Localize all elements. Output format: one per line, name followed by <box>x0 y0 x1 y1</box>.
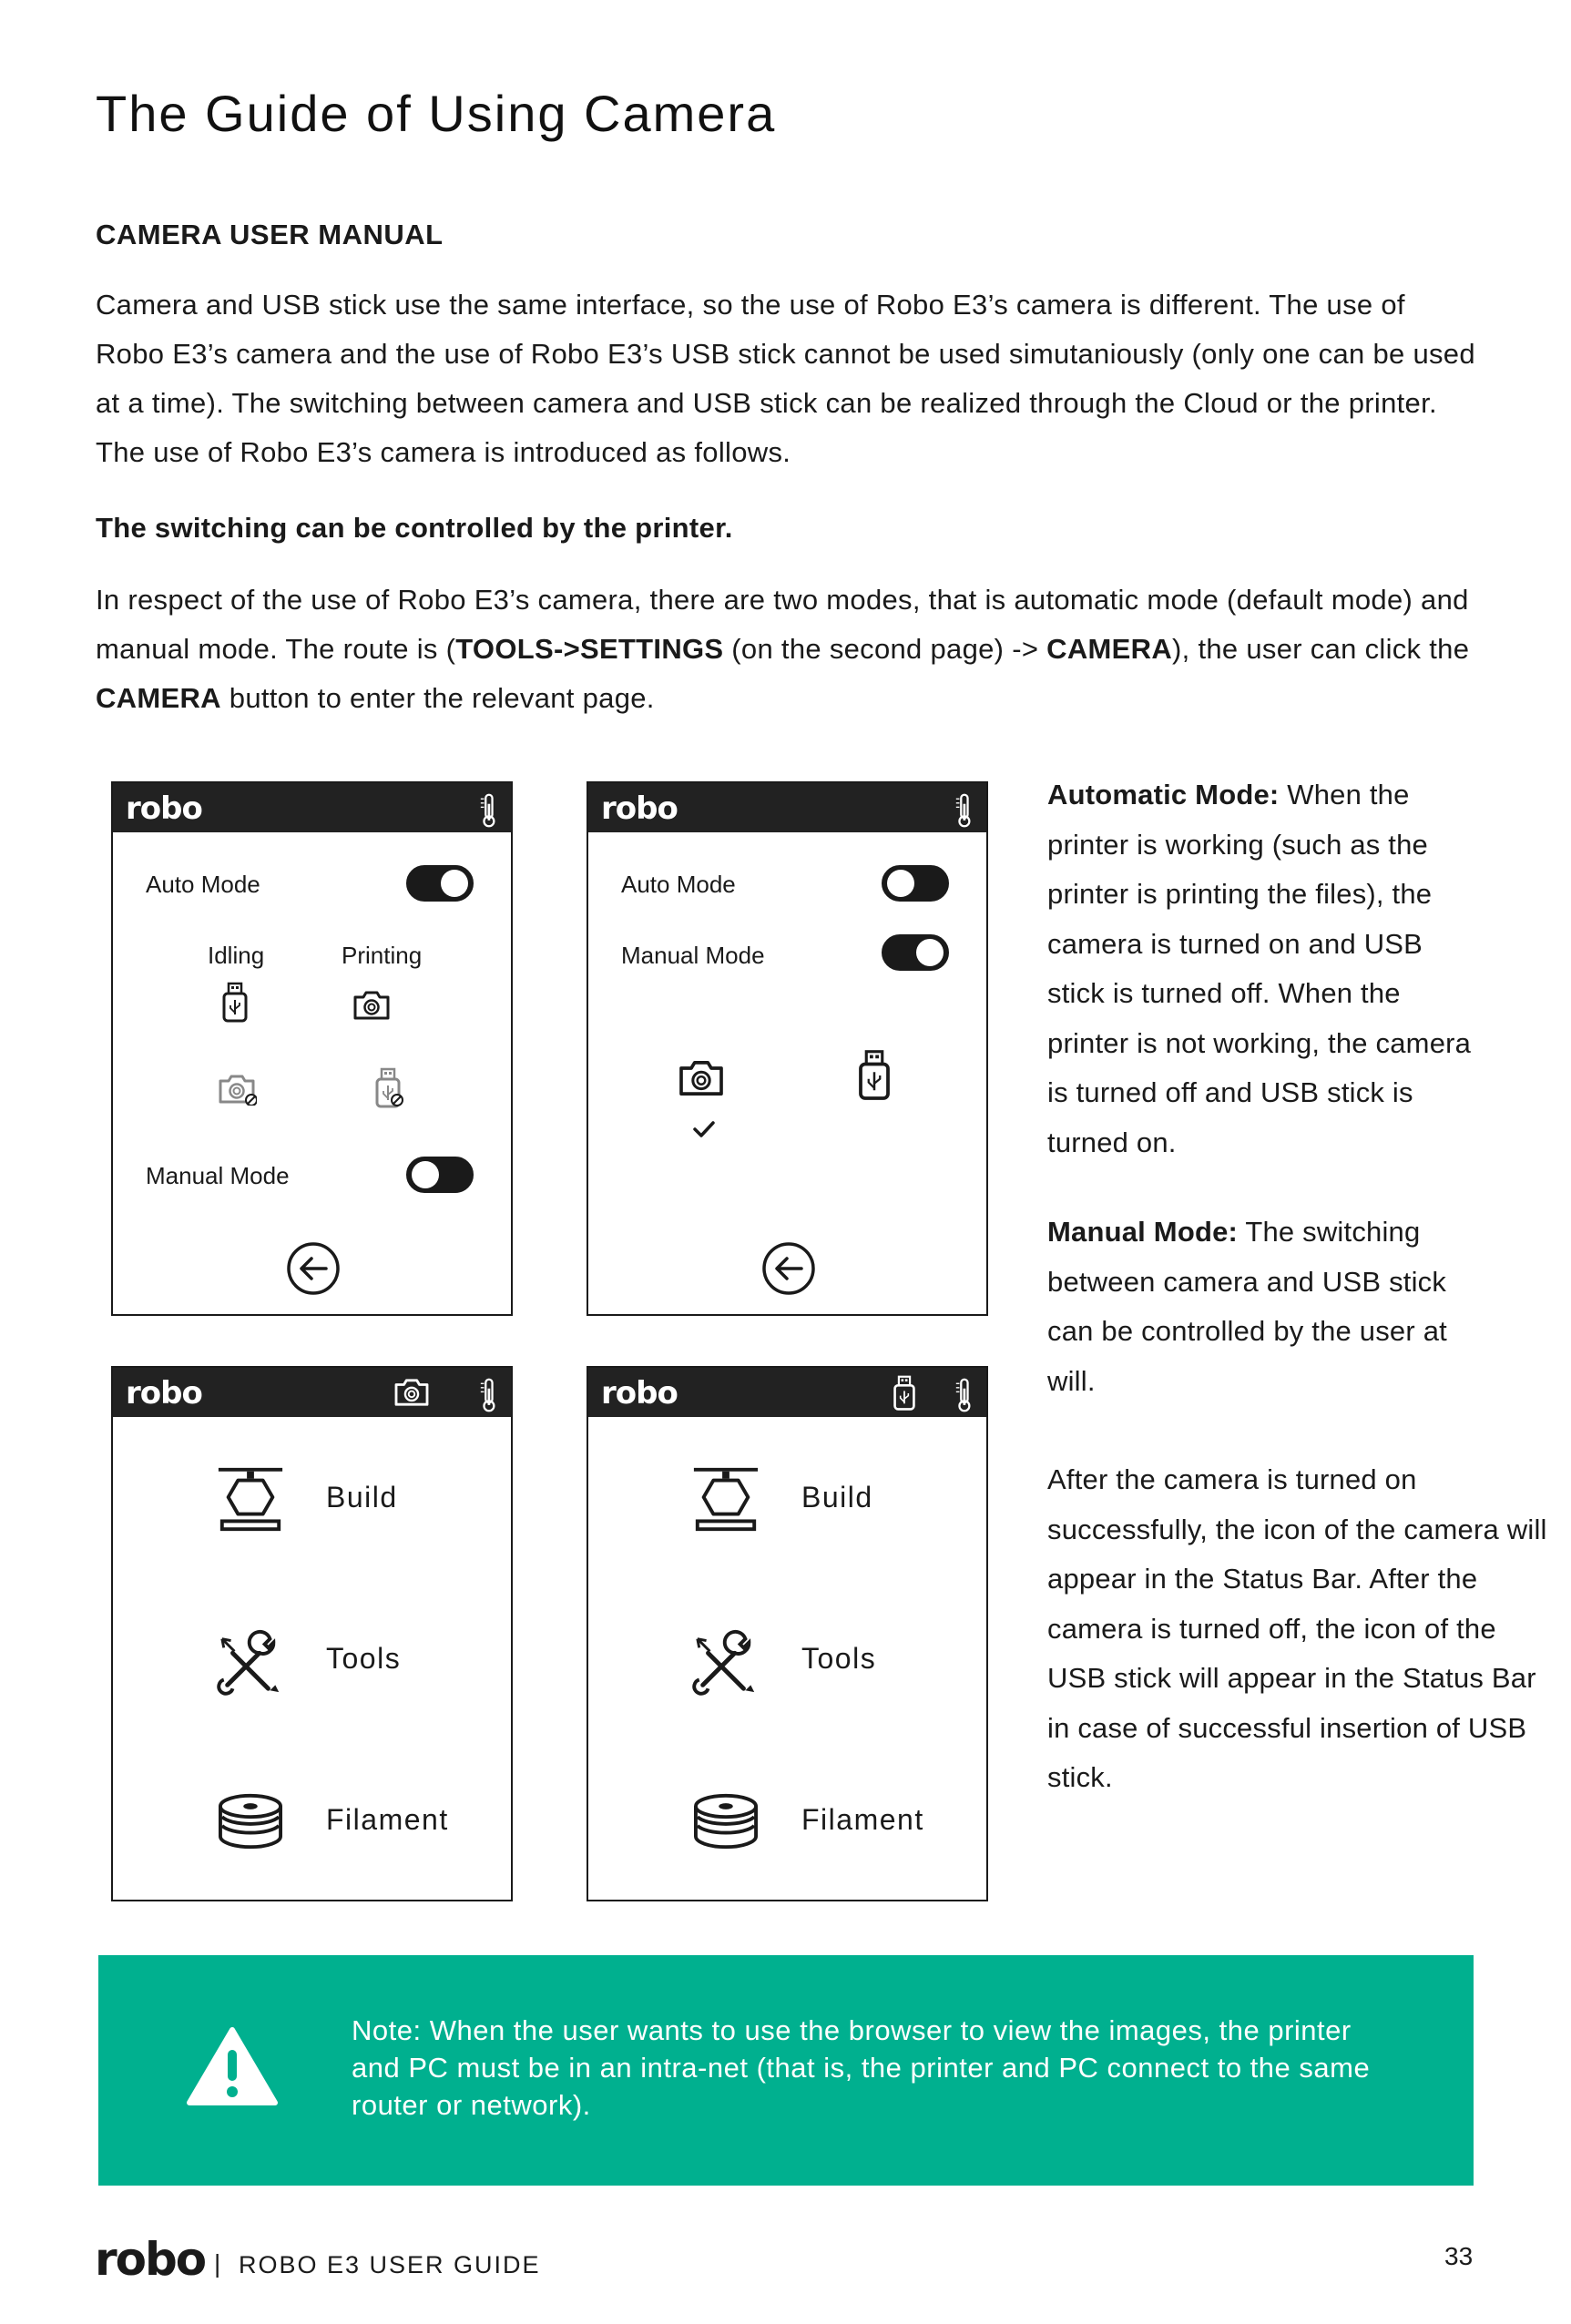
auto-mode-label: Auto Mode <box>621 871 736 898</box>
status-bar-description: After the camera is turned on successfully, the icon of the camera will appear in the Status Bar. After the camera is turned off, the icon of the USB stick will appear in the Status Bar in case of successful insertion of USB stick. <box>1047 1463 1547 1793</box>
auto-mode-label: Auto Mode <box>146 871 260 898</box>
usb-stick-icon <box>220 982 250 1024</box>
camera-icon <box>393 1377 431 1408</box>
manual-mode-title: Manual Mode: <box>1047 1216 1239 1248</box>
toggle-knob <box>412 1161 439 1188</box>
note-box <box>98 1955 1474 2186</box>
filament-icon[interactable] <box>215 1790 286 1854</box>
usb-disabled-icon <box>370 1067 406 1109</box>
status-bar <box>588 783 986 832</box>
usb-stick-icon <box>892 1375 917 1412</box>
camera-icon <box>352 989 392 1022</box>
robo-logo: robo <box>601 790 678 827</box>
robo-logo: robo <box>126 790 202 827</box>
section-heading: CAMERA USER MANUAL <box>96 219 444 250</box>
route-text-2: (on the second page) -> <box>723 633 1047 665</box>
menu-build[interactable]: Build <box>326 1481 398 1514</box>
tools-icon[interactable] <box>215 1626 286 1697</box>
usb-select-icon[interactable] <box>856 1049 893 1102</box>
idling-label: Idling <box>208 942 265 969</box>
back-arrow-icon[interactable] <box>286 1241 341 1296</box>
status-bar <box>113 783 511 832</box>
automatic-mode-text: When the printer is working (such as the printer is printing the files), the camera is turned on and USB stick is turned off. When the printer is not working, the camera is turned off and USB stick is turned on. <box>1047 779 1472 1158</box>
route-text-4: button to enter the relevant page. <box>220 682 655 714</box>
thermometer-icon <box>478 1377 498 1413</box>
filament-icon[interactable] <box>690 1790 761 1854</box>
manual-mode-label: Manual Mode <box>621 942 765 969</box>
manual-mode-toggle[interactable] <box>406 1157 474 1193</box>
automatic-mode-title: Automatic Mode: <box>1047 779 1280 810</box>
page-number: 33 <box>1444 2242 1474 2270</box>
printing-label: Printing <box>342 942 423 969</box>
thermometer-icon <box>954 792 974 829</box>
thermometer-icon <box>478 792 498 829</box>
auto-mode-toggle[interactable] <box>882 865 949 902</box>
camera-select-icon[interactable] <box>677 1058 726 1098</box>
route-text-1: In respect of the use of Robo E3’s camera, there are two modes, that is automatic mode (default mode) and manual mode. The route is ( <box>96 584 1469 665</box>
automatic-mode-description <box>1047 770 1475 1167</box>
back-arrow-icon[interactable] <box>761 1241 816 1296</box>
menu-filament[interactable]: Filament <box>326 1803 449 1836</box>
footer-separator: | <box>214 2249 221 2278</box>
warning-icon <box>186 2026 279 2106</box>
build-icon[interactable] <box>215 1464 286 1535</box>
screen-manual-mode <box>587 781 988 1316</box>
route-bold-tools-settings: TOOLS->SETTINGS <box>455 633 724 665</box>
intro-paragraph: Camera and USB stick use the same interface, so the use of Robo E3’s camera is different. The use of Robo E3’s camera and the use of Robo E3’s USB stick cannot be used simutaniously (only one can be used at a time). The switching between camera and USB stick can be realized through the Cloud or the printer. The use of Robo E3’s camera is introduced as follows. <box>96 289 1475 468</box>
check-icon <box>692 1120 716 1138</box>
footer-logo: robo <box>95 2233 206 2286</box>
route-bold-camera-button: CAMERA <box>96 682 221 714</box>
note-text: Note: When the user wants to use the browser to view the images, the printer and PC must be in an intra-net (that is, the printer and PC connect to the same router or network). <box>352 2014 1371 2121</box>
menu-build[interactable]: Build <box>801 1481 873 1514</box>
manual-mode-label: Manual Mode <box>146 1162 290 1189</box>
build-icon[interactable] <box>690 1464 761 1535</box>
screen-auto-mode <box>111 781 513 1316</box>
auto-mode-toggle[interactable] <box>406 865 474 902</box>
route-text-3: ), the user can click the <box>1172 633 1470 665</box>
subheading: The switching can be controlled by the printer. <box>96 512 733 544</box>
tools-icon[interactable] <box>690 1626 761 1697</box>
robo-logo: robo <box>601 1375 678 1412</box>
screen-menu-camera <box>111 1366 513 1901</box>
manual-mode-description <box>1047 1208 1475 1406</box>
route-paragraph <box>96 576 1480 723</box>
route-bold-camera: CAMERA <box>1046 633 1173 665</box>
manual-mode-text: The switching between camera and USB stick can be controlled by the user at will. <box>1047 1216 1447 1397</box>
footer-guide-title: ROBO E3 USER GUIDE <box>239 2251 541 2278</box>
camera-disabled-icon <box>217 1073 257 1106</box>
menu-tools[interactable]: Tools <box>801 1642 877 1675</box>
thermometer-icon <box>954 1377 974 1413</box>
menu-filament[interactable]: Filament <box>801 1803 924 1836</box>
screen-menu-usb <box>587 1366 988 1901</box>
menu-tools[interactable]: Tools <box>326 1642 402 1675</box>
status-bar <box>113 1368 511 1417</box>
toggle-knob <box>441 870 468 897</box>
toggle-knob <box>916 939 944 966</box>
robo-logo: robo <box>126 1375 202 1412</box>
toggle-knob <box>887 870 914 897</box>
page-title: The Guide of Using Camera <box>96 85 777 142</box>
manual-mode-toggle[interactable] <box>882 934 949 971</box>
status-bar <box>588 1368 986 1417</box>
